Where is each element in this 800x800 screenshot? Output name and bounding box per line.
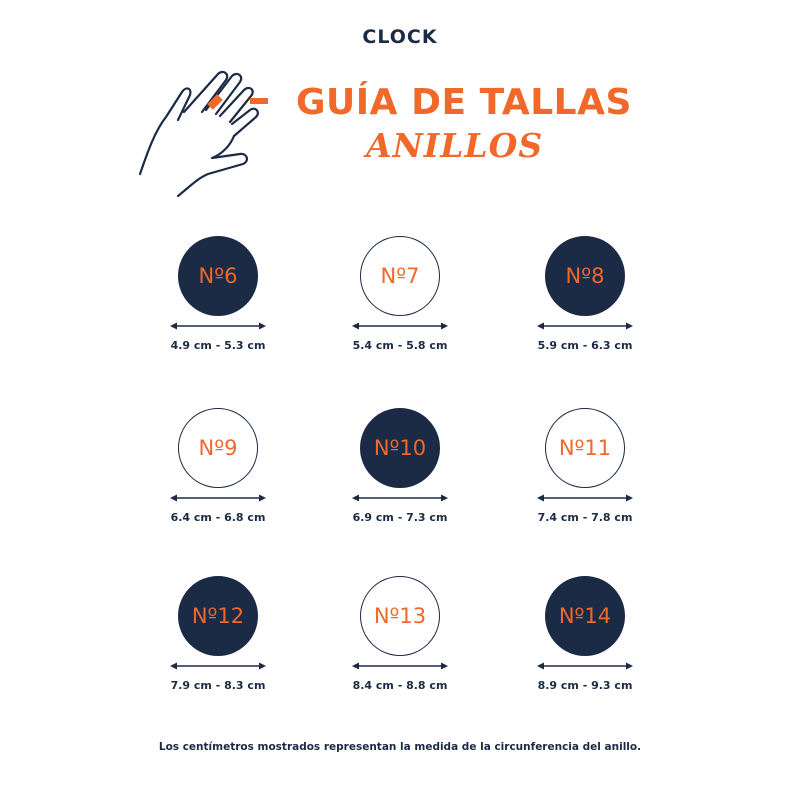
ring-size-circle: Nº10 — [360, 408, 440, 488]
measure-arrow-icon — [515, 320, 655, 332]
measure-arrow-icon — [515, 492, 655, 504]
page-subtitle: ANILLOS — [366, 126, 544, 165]
size-range-label: 6.4 cm - 6.8 cm — [170, 511, 266, 524]
ring-size-circle: Nº8 — [545, 236, 625, 316]
ring-size-circle: Nº6 — [178, 236, 258, 316]
size-range-label: 5.4 cm - 5.8 cm — [352, 339, 448, 352]
measure-arrow-icon — [515, 660, 655, 672]
ring-size-circle: Nº9 — [178, 408, 258, 488]
measure-arrow-icon — [148, 660, 288, 672]
size-range-label: 8.4 cm - 8.8 cm — [352, 679, 448, 692]
size-range-label: 7.9 cm - 8.3 cm — [170, 679, 266, 692]
size-range-label: 6.9 cm - 7.3 cm — [352, 511, 448, 524]
ring-size-circle: Nº12 — [178, 576, 258, 656]
measure-arrow-icon — [330, 660, 470, 672]
measure-arrow-icon — [330, 492, 470, 504]
footer-note: Los centímetros mostrados representan la medida de la circunferencia del anillo. — [158, 741, 642, 753]
ring-size-circle: Nº7 — [360, 236, 440, 316]
ring-size-circle: Nº11 — [545, 408, 625, 488]
ring-size-circle: Nº13 — [360, 576, 440, 656]
size-range-label: 8.9 cm - 9.3 cm — [537, 679, 633, 692]
size-range-label: 7.4 cm - 7.8 cm — [537, 511, 633, 524]
ring-size-circle: Nº14 — [545, 576, 625, 656]
measure-arrow-icon — [330, 320, 470, 332]
size-range-label: 4.9 cm - 5.3 cm — [170, 339, 266, 352]
measure-arrow-icon — [148, 492, 288, 504]
size-range-label: 5.9 cm - 6.3 cm — [537, 339, 633, 352]
brand-logo: CLOCK — [362, 26, 438, 48]
page-title: GUÍA DE TALLAS — [296, 82, 632, 123]
measure-arrow-icon — [148, 320, 288, 332]
